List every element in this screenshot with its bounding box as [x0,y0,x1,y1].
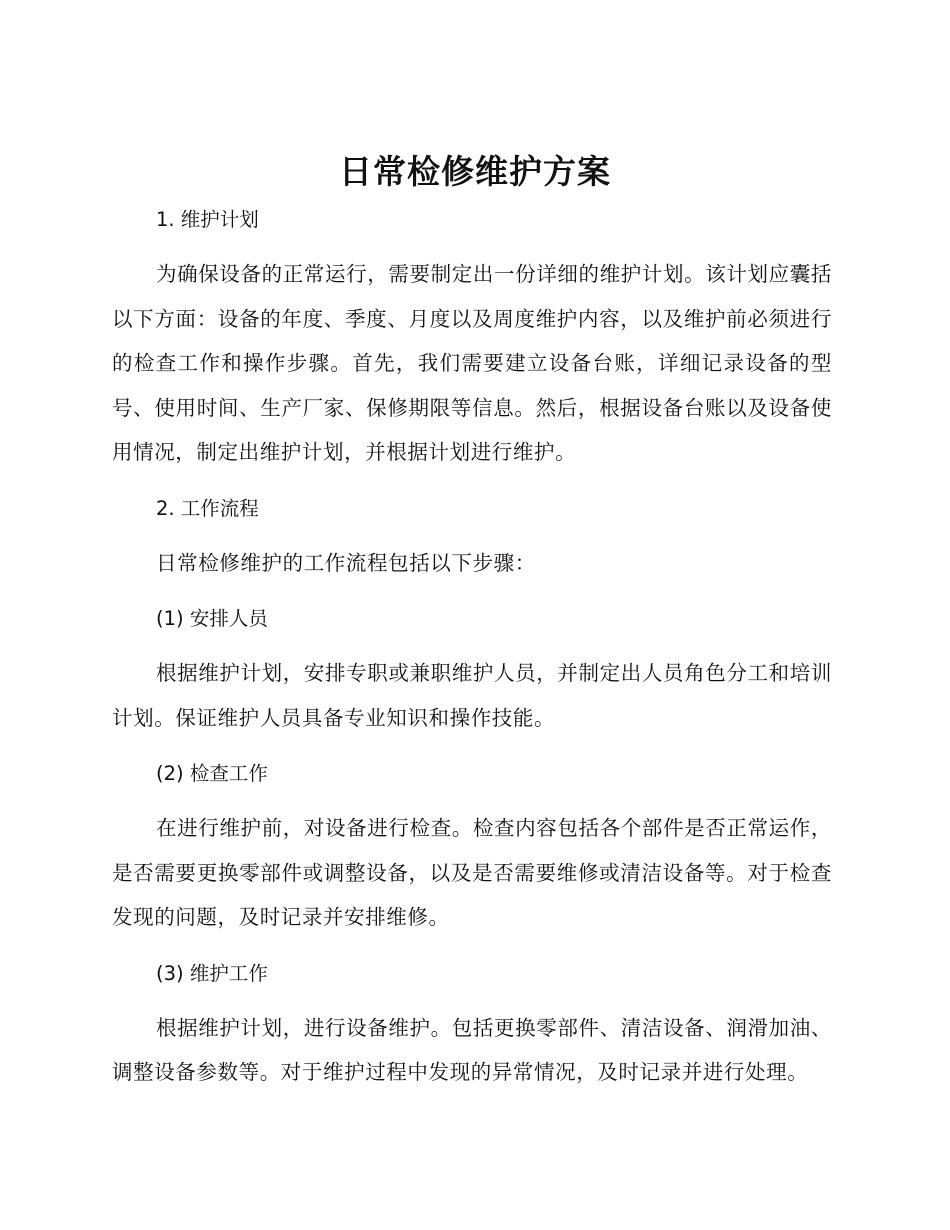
paragraph-staffing: 根据维护计划，安排专职或兼职维护人员，并制定出人员角色分工和培训计划。保证维护人员具备专业知识和操作技能。 [112,661,832,730]
document-title: 日常检修维护方案 [339,152,611,191]
paragraph-maintenance-plan: 为确保设备的正常运行，需要制定出一份详细的维护计划。该计划应囊括以下方面：设备的年度、季度、月度以及周度维护内容，以及维护前必须进行的检查工作和操作步骤。首先，我们需要建立设备台账，详细记录设备的型号、使用时间、生产厂家、保修期限等信息。然后，根据设备台账以及设备使用情况，制定出维护计划，并根据计划进行维护。 [112,262,832,464]
section-heading-maintenance-plan: 1. 维护计划 [156,208,259,231]
paragraph-maintenance-work: 根据维护计划，进行设备维护。包括更换零部件、清洁设备、润滑加油、调整设备参数等。对于维护过程中发现的异常情况，及时记录并进行处理。 [112,1015,832,1084]
paragraph-workflow-intro: 日常检修维护的工作流程包括以下步骤： [156,550,536,575]
paragraph-inspection: 在进行维护前，对设备进行检查。检查内容包括各个部件是否正常运作，是否需要更换零部件或调整设备，以及是否需要维修或清洁设备等。对于检查发现的问题，及时记录并安排维修。 [112,816,832,929]
subsection-heading-maintenance-work: (3) 维护工作 [156,961,268,985]
section-heading-workflow: 2. 工作流程 [156,496,259,520]
subsection-heading-staffing: (1) 安排人员 [156,607,268,630]
document-body [112,202,832,1095]
subsection-heading-inspection: (2) 检查工作 [156,762,268,785]
